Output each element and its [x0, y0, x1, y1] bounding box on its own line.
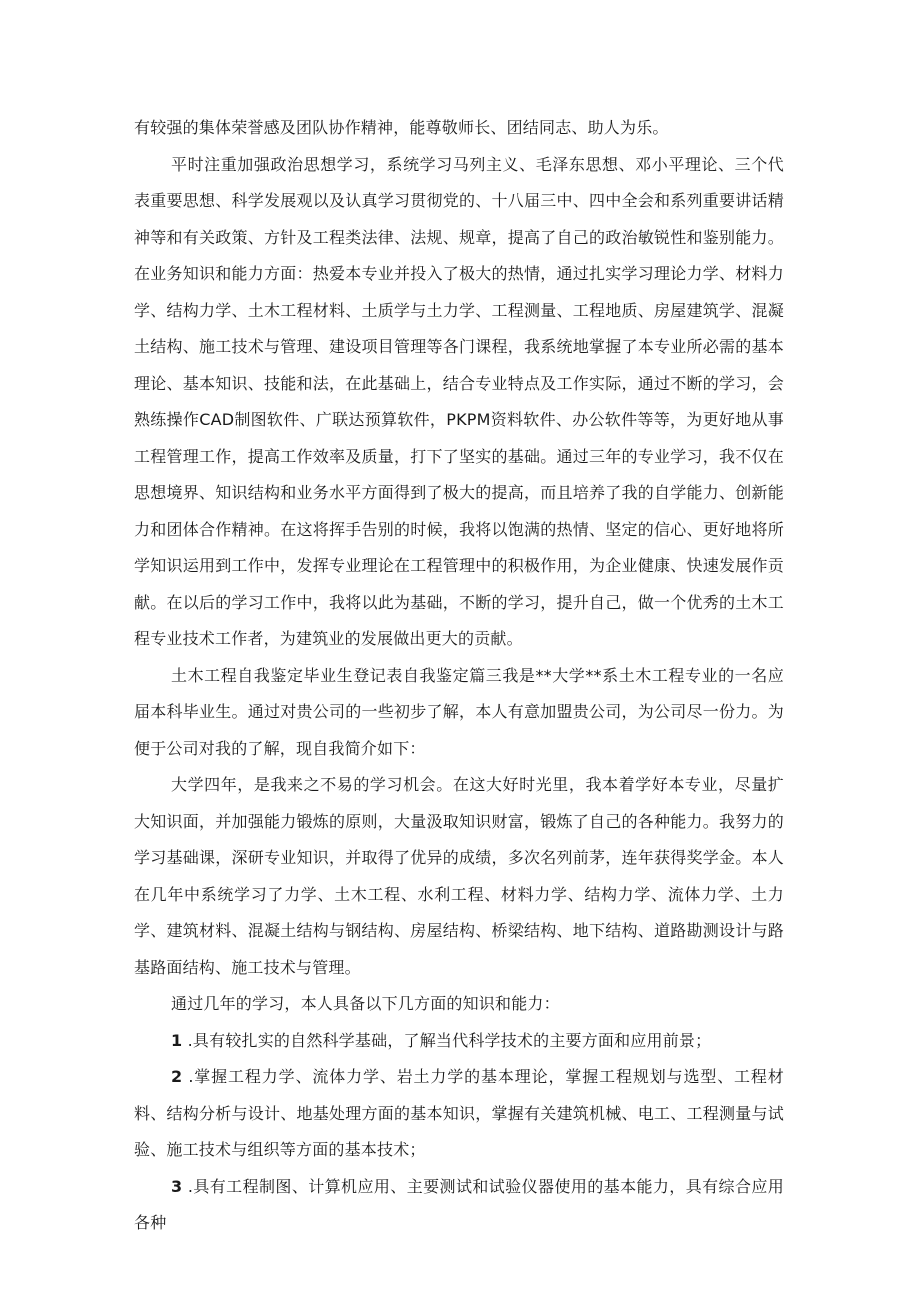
paragraph-5: 通过几年的学习，本人具备以下几方面的知识和能力：	[171, 994, 560, 1013]
paragraph-3: 土木工程自我鉴定毕业生登记表自我鉴定篇三我是**大学**系土木工程专业的一名应届本科毕业生。通过对贵公司的一些初步了解，本人有意加盟贵公司，为公司尽一份力。为便于公司对我的了解，现自我简介如下：	[134, 665, 784, 758]
list-item-2	[134, 1059, 784, 1169]
document-page	[134, 110, 784, 1242]
list-item-number: 2	[171, 1067, 183, 1086]
list-item-number: 3	[171, 1176, 183, 1196]
list-item-1	[134, 1023, 784, 1060]
list-item-number: 1	[171, 1030, 183, 1050]
list-item-3	[134, 1169, 784, 1242]
paragraph-1: 有较强的集体荣誉感及团队协作精神，能尊敬师长、团结同志、助人为乐。	[134, 118, 669, 137]
list-item-text: .掌握工程力学、流体力学、岩土力学的基本理论，掌握工程规划与选型、工程材料、结构分析与设计、地基处理方面的基本知识，掌握有关建筑机械、电工、工程测量与试验、施工技术与组织等方面的基本技术；	[134, 1067, 784, 1159]
paragraph-4: 大学四年，是我来之不易的学习机会。在这大好时光里，我本着学好本专业，尽量扩大知识面，并加强能力锻炼的原则，大量汲取知识财富，锻炼了自己的各种能力。我努力的学习基础课，深研专业知识，并取得了优异的成绩，多次名列前茅，连年获得奖学金。本人在几年中系统学习了力学、土木工程、水利工程、材料力学、结构力学、流体力学、土力学、建筑材料、混凝土结构与钢结构、房屋结构、桥梁结构、地下结构、道路勘测设计与路基路面结构、施工技术与管理。	[134, 775, 784, 977]
paragraph-2: 平时注重加强政治思想学习，系统学习马列主义、毛泽东思想、邓小平理论、三个代表重要思想、科学发展观以及认真学习贯彻党的、十八届三中、四中全会和系列重要讲话精神等和有关政策、方针及工程类法律、法规、规章，提高了自己的政治敏锐性和鉴别能力。在业务知识和能力方面：热爱本专业并投入了极大的热情，通过扎实学习理论力学、材料力学、结构力学、土木工程材料、土质学与土力学、工程测量、工程地质、房屋建筑学、混凝土结构、施工技术与管理、建设项目管理等各门课程，我系统地掌握了本专业所必需的基本理论、基本知识、技能和法，在此基础上，结合专业特点及工作实际，通过不断的学习，会熟练操作CAD制图软件、广联达预算软件，PKPM资料软件、办公软件等等，为更好地从事工程管理工作，提高工作效率及质量，打下了坚实的基础。通过三年的专业学习，我不仅在思想境界、知识结构和业务水平方面得到了极大的提高，而且培养了我的自学能力、创新能力和团体合作精神。在这将挥手告别的时候，我将以饱满的热情、坚定的信心、更好地将所学知识运用到工作中，发挥专业理论在工程管理中的积极作用，为企业健康、快速发展作贡献。在以后的学习工作中，我将以此为基础，不断的学习，提升自己，做一个优秀的土木工程专业技术工作者，为建筑业的发展做出更大的贡献。	[134, 154, 784, 648]
list-item-text: .具有较扎实的自然科学基础，了解当代科学技术的主要方面和应用前景；	[187, 1030, 712, 1050]
list-item-text: .具有工程制图、计算机应用、主要测试和试验仪器使用的基本能力，具有综合应用各种	[134, 1176, 784, 1232]
